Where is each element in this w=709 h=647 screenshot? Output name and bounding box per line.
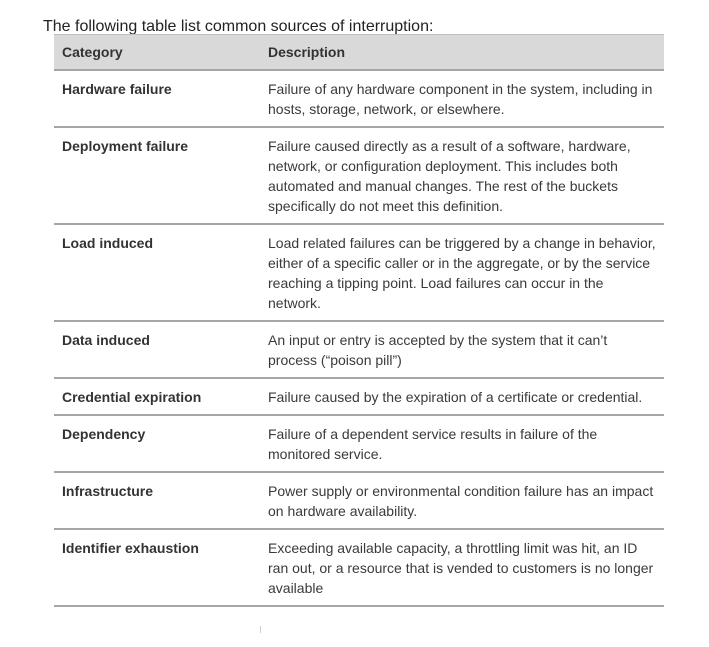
row-category: Dependency	[54, 415, 261, 472]
row-description: An input or entry is accepted by the system that it can’t process (“poison pill”)	[261, 321, 664, 378]
table-row	[54, 472, 664, 529]
column-divider	[260, 626, 261, 633]
row-category: Credential expiration	[54, 378, 261, 415]
row-category: Deployment failure	[54, 127, 261, 224]
row-description: Failure of any hardware component in the system, including in hosts, storage, network, or elsewhere.	[261, 70, 664, 127]
intro-text: The following table list common sources of interruption:	[43, 18, 434, 35]
row-description: Exceeding available capacity, a throttling limit was hit, an ID ran out, or a resource that is vended to customers is no longer available	[261, 529, 664, 606]
row-description: Failure caused by the expiration of a certificate or credential.	[261, 378, 664, 415]
row-category: Infrastructure	[54, 472, 261, 529]
interruption-sources-table	[54, 34, 664, 607]
header-category: Category	[54, 35, 261, 71]
row-category: Hardware failure	[54, 70, 261, 127]
row-category: Data induced	[54, 321, 261, 378]
header-description: Description	[261, 35, 664, 71]
table-row	[54, 415, 664, 472]
table-row	[54, 321, 664, 378]
table-header	[54, 35, 664, 71]
row-category: Identifier exhaustion	[54, 529, 261, 606]
row-description: Failure of a dependent service results in failure of the monitored service.	[261, 415, 664, 472]
row-category: Load induced	[54, 224, 261, 321]
table-row	[54, 224, 664, 321]
table-row	[54, 127, 664, 224]
row-description: Load related failures can be triggered by a change in behavior, either of a specific caller or in the aggregate, or by the service reaching a tipping point. Load failures can occur in the network.	[261, 224, 664, 321]
table-row	[54, 378, 664, 415]
table-row	[54, 529, 664, 606]
row-description: Power supply or environmental condition failure has an impact on hardware availability.	[261, 472, 664, 529]
header-row	[54, 35, 664, 71]
row-description: Failure caused directly as a result of a software, hardware, network, or configuration deployment. This includes both automated and manual changes. The rest of the buckets specifically do not meet this definition.	[261, 127, 664, 224]
table-body	[54, 70, 664, 606]
table-row	[54, 70, 664, 127]
